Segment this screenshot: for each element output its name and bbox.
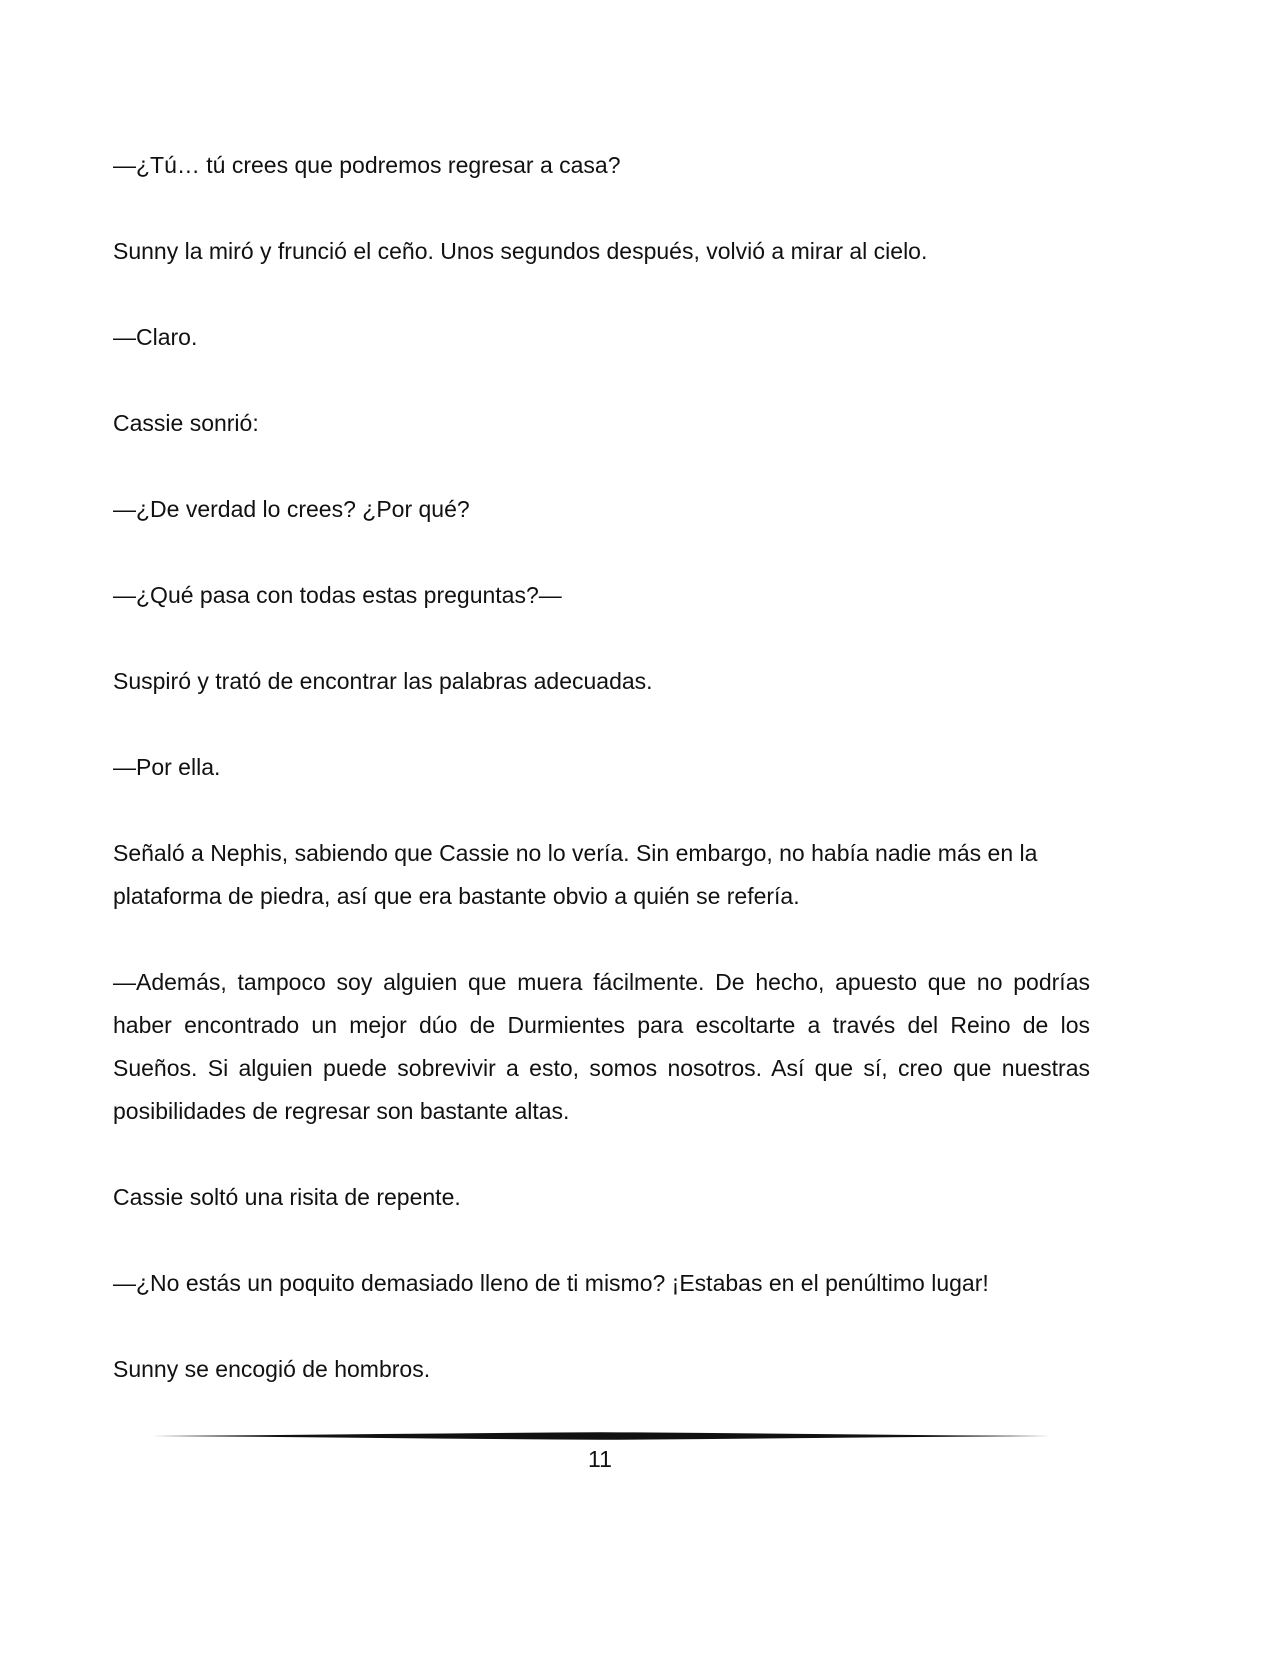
footer-divider [152, 1430, 1050, 1442]
paragraph-6: —¿Qué pasa con todas estas preguntas?— [113, 582, 562, 608]
paragraph-13: Sunny se encogió de hombros. [113, 1356, 431, 1382]
paragraph-9: Señaló a Nephis, sabiendo que Cassie no lo vería. Sin embargo, no había nadie más en la plataforma de piedra, así que era bastante obvio a quién se refería. [113, 840, 1038, 909]
paragraph-11: Cassie soltó una risita de repente. [113, 1184, 461, 1210]
paragraph-3: —Claro. [113, 324, 198, 350]
paragraph-1: —¿Tú… tú crees que podremos regresar a casa? [113, 152, 621, 178]
page-number: 11 [588, 1446, 612, 1472]
paragraph-8: —Por ella. [113, 754, 221, 780]
paragraph-4: Cassie sonrió: [113, 410, 259, 436]
paragraph-2: Sunny la miró y frunció el ceño. Unos segundos después, volvió a mirar al cielo. [113, 238, 928, 264]
body-text [113, 144, 1090, 1434]
paragraph-10: —Además, tampoco soy alguien que muera fácilmente. De hecho, apuesto que no podrías haber encontrado un mejor dúo de Durmientes para escoltarte a través del Reino de los Sueños. Si alguien puede sobrevivir a esto, somos nosotros. Así que sí, creo que nuestras posibilidades de regresar son bastante altas. [113, 969, 1090, 1124]
paragraph-5: —¿De verdad lo crees? ¿Por qué? [113, 496, 470, 522]
paragraph-12: —¿No estás un poquito demasiado lleno de ti mismo? ¡Estabas en el penúltimo lugar! [113, 1270, 989, 1296]
paragraph-7: Suspiró y trató de encontrar las palabras adecuadas. [113, 668, 653, 694]
